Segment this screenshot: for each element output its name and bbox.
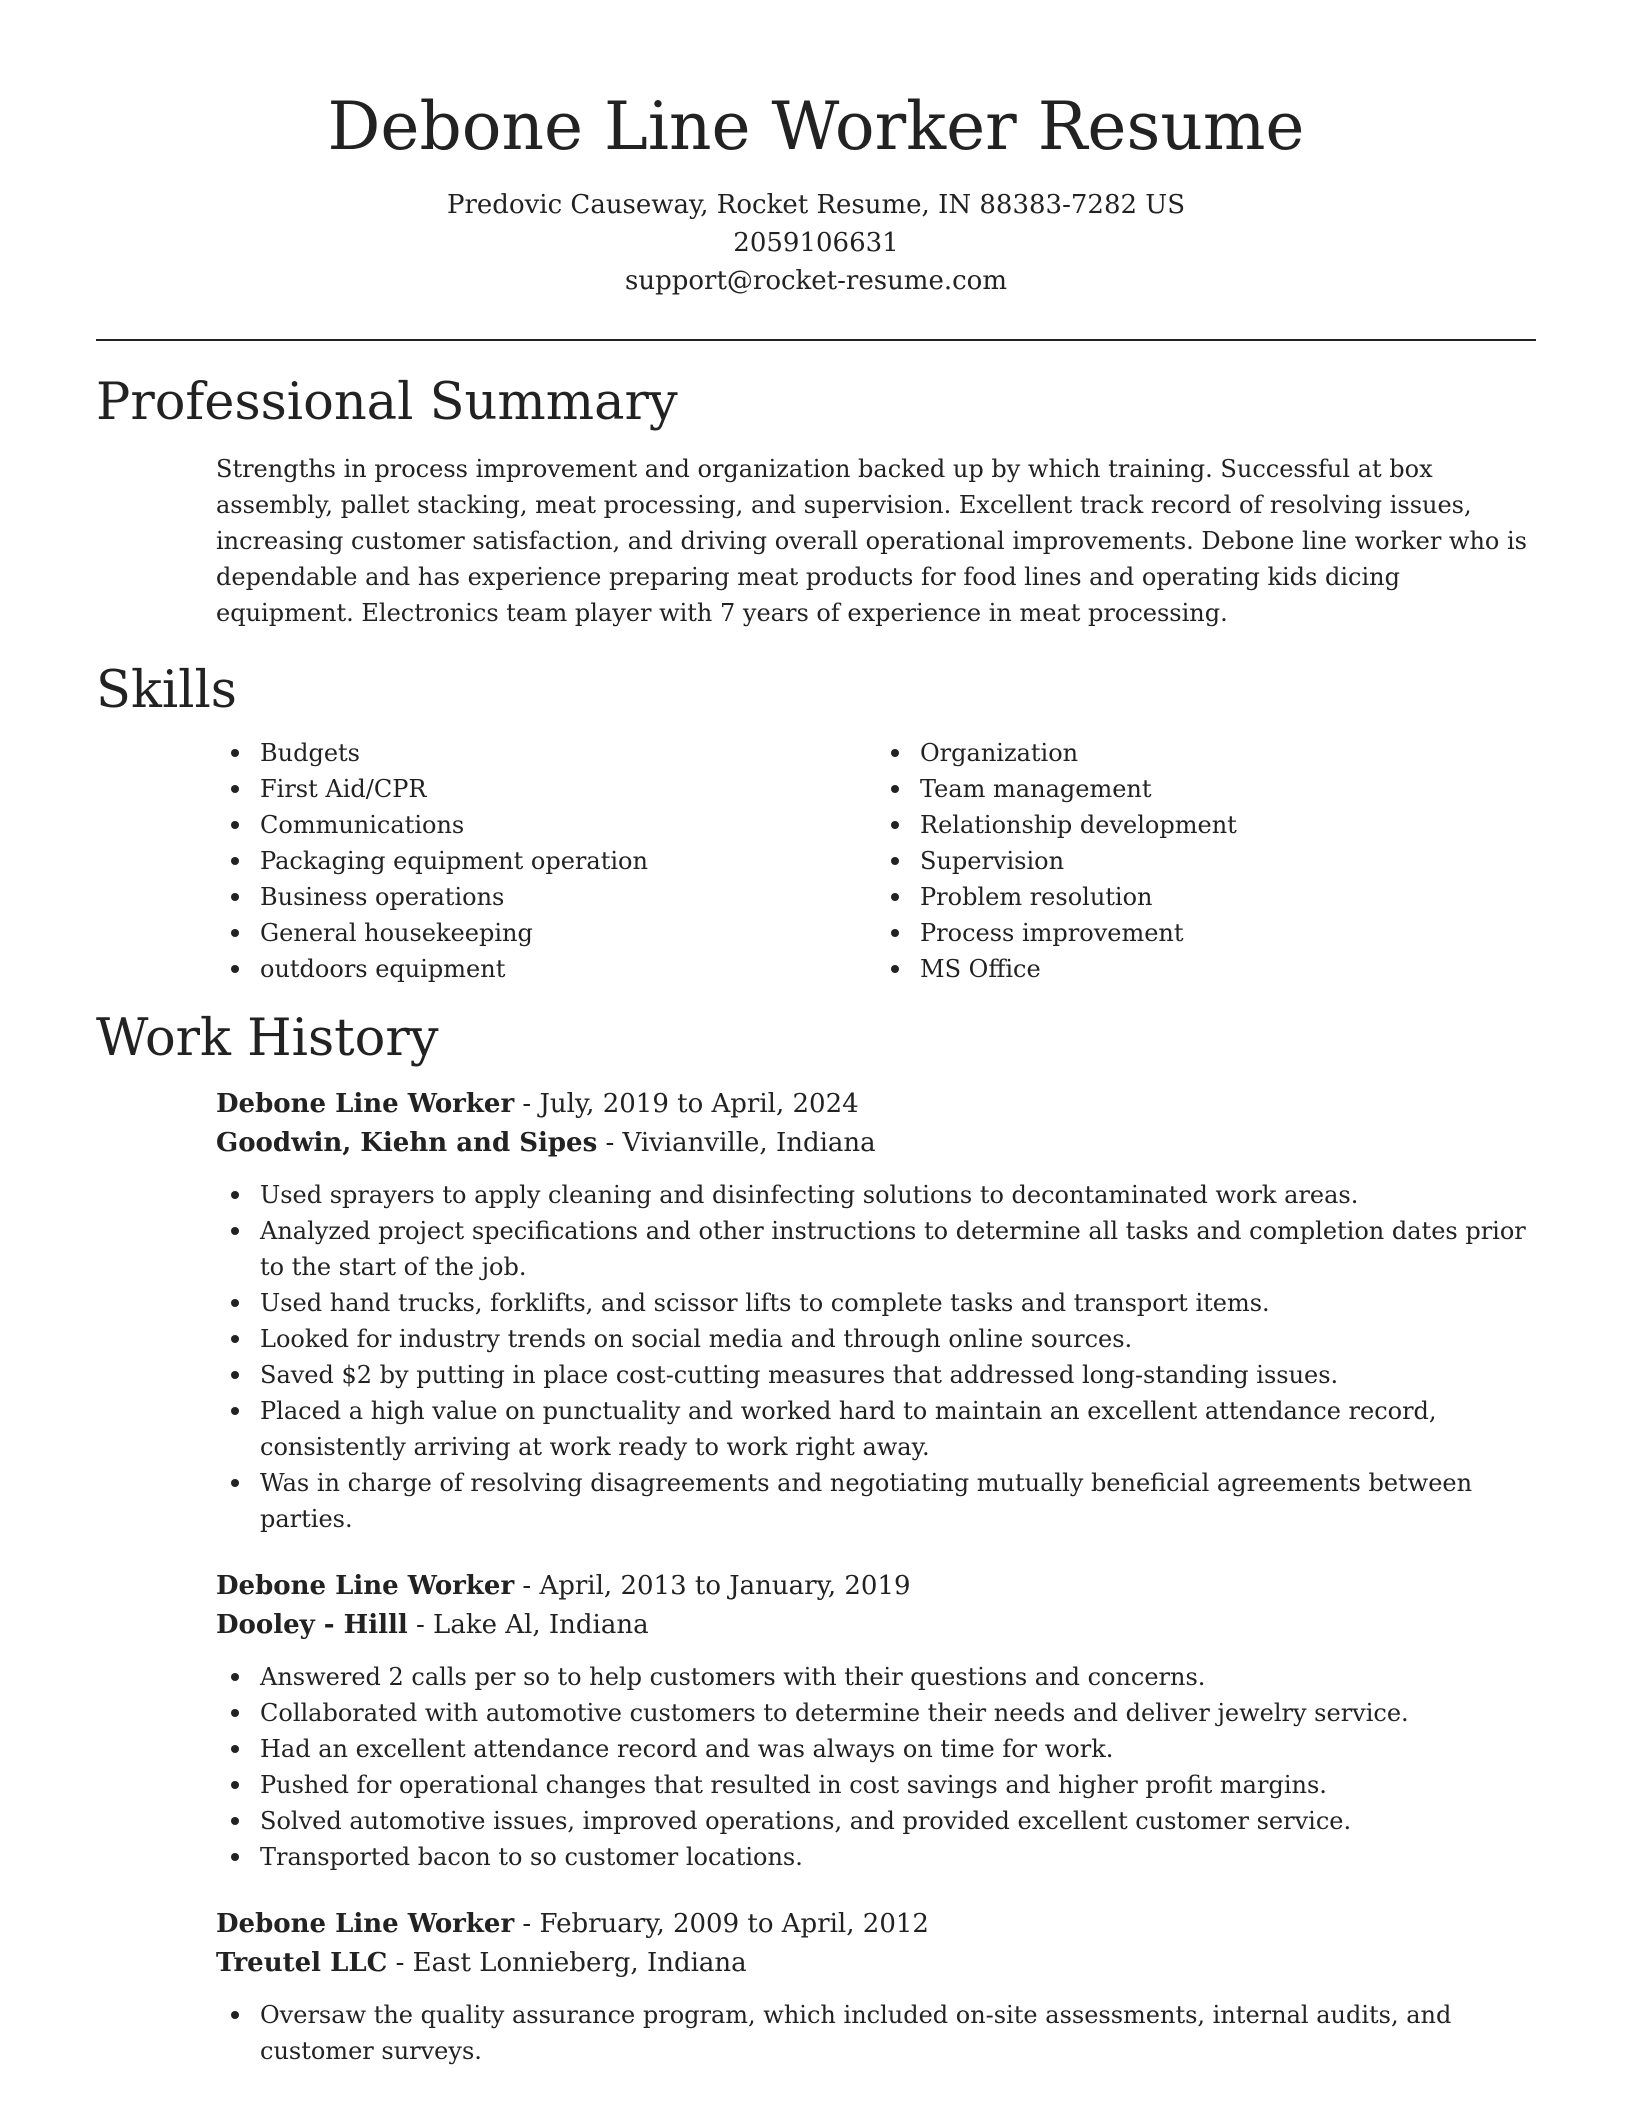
job-duty-item: Collaborated with automotive customers to determine their needs and deliver jewelry service. xyxy=(260,1695,1536,1731)
job-dates: - February, 2009 to April, 2012 xyxy=(514,1909,929,1939)
job-title: Debone Line Worker xyxy=(216,1571,515,1601)
job-duty-item: Placed a high value on punctuality and worked hard to maintain an excellent attendance record, consistently arriving at work ready to work right away. xyxy=(260,1393,1536,1465)
job-duty-item: Analyzed project specifications and other instructions to determine all tasks and completion dates prior to the start of the job. xyxy=(260,1213,1536,1285)
skills-heading: Skills xyxy=(96,661,237,720)
header-divider xyxy=(96,339,1536,341)
job-company-line xyxy=(216,1124,1536,1163)
job-entry xyxy=(216,1567,1536,1875)
job-title-line xyxy=(216,1085,1536,1124)
job-location: - Vivianville, Indiana xyxy=(597,1128,876,1158)
job-duty-item: Used sprayers to apply cleaning and disinfecting solutions to decontaminated work areas. xyxy=(260,1177,1536,1213)
skill-item: First Aid/CPR xyxy=(260,771,876,807)
job-duty-item: Was in charge of resolving disagreements and negotiating mutually beneficial agreements between parties. xyxy=(260,1465,1536,1537)
job-duty-item: Transported bacon to so customer locations. xyxy=(260,1839,1536,1875)
job-entry xyxy=(216,1085,1536,1537)
job-duties xyxy=(216,1997,1536,2069)
job-duty-item: Saved $2 by putting in place cost-cutting measures that addressed long-standing issues. xyxy=(260,1357,1536,1393)
skill-item: Problem resolution xyxy=(920,879,1536,915)
resume-header xyxy=(96,0,1536,300)
skill-item: General housekeeping xyxy=(260,915,876,951)
skill-item: MS Office xyxy=(920,951,1536,987)
job-title-line xyxy=(216,1567,1536,1606)
contact-info xyxy=(96,186,1536,300)
job-duty-item: Pushed for operational changes that resulted in cost savings and higher profit margins. xyxy=(260,1767,1536,1803)
job-duty-item: Looked for industry trends on social media and through online sources. xyxy=(260,1321,1536,1357)
skills-grid xyxy=(216,735,1536,987)
skill-item: Packaging equipment operation xyxy=(260,843,876,879)
skill-item: Team management xyxy=(920,771,1536,807)
skill-item: Relationship development xyxy=(920,807,1536,843)
skill-item: Process improvement xyxy=(920,915,1536,951)
job-duty-item: Had an excellent attendance record and was always on time for work. xyxy=(260,1731,1536,1767)
job-duties xyxy=(216,1659,1536,1875)
job-duty-item: Used hand trucks, forklifts, and scissor lifts to complete tasks and transport items. xyxy=(260,1285,1536,1321)
job-dates: - April, 2013 to January, 2019 xyxy=(514,1571,911,1601)
phone: 2059106631 xyxy=(733,228,899,258)
job-duty-item: Answered 2 calls per so to help customers with their questions and concerns. xyxy=(260,1659,1536,1695)
email: support@rocket-resume.com xyxy=(624,266,1007,296)
skill-item: Budgets xyxy=(260,735,876,771)
job-duties xyxy=(216,1177,1536,1537)
skill-item: Communications xyxy=(260,807,876,843)
job-company: Goodwin, Kiehn and Sipes xyxy=(216,1128,598,1158)
job-entry xyxy=(216,1905,1536,2069)
skills-section xyxy=(96,659,1536,987)
job-title-line xyxy=(216,1905,1536,1944)
skills-column-left xyxy=(216,735,876,987)
resume-title: Debone Line Worker Resume xyxy=(327,88,1305,165)
address: Predovic Causeway, Rocket Resume, IN 88383-7282 US xyxy=(446,190,1186,220)
job-location: - Lake Al, Indiana xyxy=(407,1610,649,1640)
summary-text: Strengths in process improvement and organization backed up by which training. Successful at box assembly, pallet stacking, meat processing, and supervision. Excellent track record of resolving issues, increasing customer satisfaction, and driving overall operational improvements. Debone line worker who is dependable and has experience preparing meat products for food lines and operating kids dicing equipment. Electronics team player with 7 years of experience in meat processing. xyxy=(216,455,1527,627)
job-title: Debone Line Worker xyxy=(216,1909,515,1939)
work-history-section xyxy=(96,1007,1536,2069)
skill-item: Business operations xyxy=(260,879,876,915)
summary-section xyxy=(96,371,1536,631)
work-history-heading: Work History xyxy=(96,1009,439,1068)
job-title: Debone Line Worker xyxy=(216,1089,515,1119)
job-location: - East Lonnieberg, Indiana xyxy=(387,1948,747,1978)
job-duty-item: Oversaw the quality assurance program, which included on-site assessments, internal audits, and customer surveys. xyxy=(260,1997,1536,2069)
job-company: Dooley - Hilll xyxy=(216,1610,408,1640)
skill-item: outdoors equipment xyxy=(260,951,876,987)
skill-item: Supervision xyxy=(920,843,1536,879)
skills-column-right xyxy=(876,735,1536,987)
job-company: Treutel LLC xyxy=(216,1948,388,1978)
job-dates: - July, 2019 to April, 2024 xyxy=(514,1089,859,1119)
resume-page xyxy=(96,0,1536,2069)
summary-heading: Professional Summary xyxy=(96,373,678,432)
skill-item: Organization xyxy=(920,735,1536,771)
job-company-line xyxy=(216,1606,1536,1645)
job-company-line xyxy=(216,1944,1536,1983)
job-duty-item: Solved automotive issues, improved operations, and provided excellent customer service. xyxy=(260,1803,1536,1839)
